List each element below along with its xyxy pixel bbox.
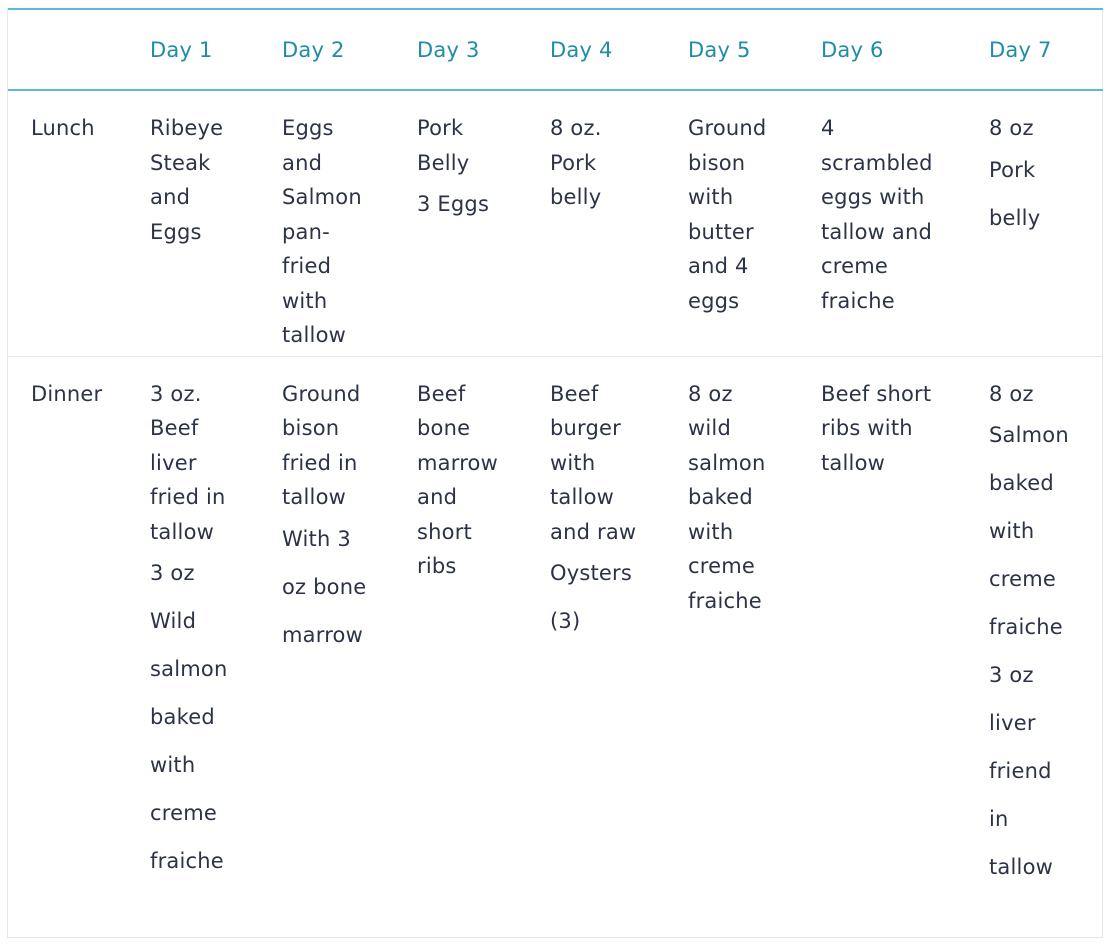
cell-text-line: With 3: [282, 526, 351, 551]
cell-text-line: Pork: [989, 157, 1036, 182]
cell-text-line: marrow: [282, 622, 363, 647]
dinner-day-3-cell: [417, 356, 550, 935]
cell-text-line: Beef short: [821, 381, 932, 406]
dinner-day-4-cell: [550, 356, 688, 935]
dinner-day-7-cell: [989, 356, 1103, 935]
cell-text-line: Beef: [417, 381, 466, 406]
lunch-day-3-cell: [417, 90, 550, 356]
cell-text-line: 3 oz: [989, 663, 1034, 687]
cell-text-line: fraiche: [989, 615, 1063, 639]
cell-text-line: Oysters: [550, 561, 633, 585]
cell-text-line: butter: [688, 219, 754, 244]
cell-text-line: scrambled: [821, 150, 933, 175]
cell-text-line: and raw: [550, 519, 637, 544]
cell-text-line: creme: [821, 254, 889, 278]
cell-text-line: tallow: [282, 323, 346, 347]
cell-text-line: Ground: [688, 116, 767, 140]
cell-text-line: with: [688, 519, 734, 544]
cell-text-line: with: [550, 450, 596, 475]
cell-text-line: bison: [282, 416, 340, 440]
cell-text-line: 3 oz.: [150, 381, 202, 406]
cell-text-line: marrow: [417, 450, 498, 475]
cell-text-line: fried in: [282, 450, 358, 475]
day-6-header: Day 6: [821, 9, 989, 90]
dinner-day-6-cell: [821, 356, 989, 935]
cell-text-line: Steak: [150, 150, 211, 175]
cell-text-line: salmon: [688, 450, 766, 475]
cell-text-line: Ribeye: [150, 116, 224, 140]
cell-text-line: belly: [989, 205, 1041, 230]
cell-text-line: tallow: [821, 450, 885, 475]
cell-text-line: eggs: [688, 288, 740, 313]
cell-text-line: 3 oz: [150, 561, 195, 585]
cell-text-line: burger: [550, 416, 621, 440]
cell-text-line: ribs with: [821, 416, 913, 440]
cell-text-line: and: [150, 185, 191, 209]
cell-text-line: bison: [688, 150, 746, 175]
dinner-day-2-cell: [282, 356, 417, 935]
cell-text-line: fried in: [150, 485, 226, 509]
cell-text-line: with: [150, 753, 196, 777]
cell-text-line: creme: [150, 801, 218, 825]
cell-text-line: creme: [688, 554, 756, 578]
cell-text-line: tallow: [989, 855, 1053, 879]
cell-text-line: Ground: [282, 381, 361, 406]
row-label-lunch: Lunch: [8, 90, 150, 356]
cell-text-line: with: [282, 288, 328, 313]
cell-text-line: pan-: [282, 219, 330, 244]
cell-text-line: short: [417, 519, 472, 544]
cell-text-line: Wild: [150, 609, 197, 633]
cell-text-line: eggs with: [821, 185, 925, 209]
cell-text-line: Eggs: [282, 116, 334, 140]
cell-text-line: Pork: [417, 116, 464, 140]
day-7-header: Day 7: [989, 9, 1103, 90]
cell-text-line: 4: [821, 116, 835, 140]
cell-text-line: in: [989, 807, 1009, 831]
cell-text-line: Salmon: [282, 185, 362, 209]
corner-header: [8, 9, 150, 90]
lunch-row: [8, 90, 1103, 356]
day-1-header: Day 1: [150, 9, 282, 90]
cell-text-line: 8 oz.: [550, 116, 602, 140]
cell-text-line: fraiche: [688, 588, 762, 613]
row-label-dinner: Dinner: [31, 381, 103, 406]
cell-text-line: bone: [417, 416, 471, 440]
cell-text-line: fraiche: [150, 849, 224, 873]
cell-text-line: tallow: [282, 485, 346, 509]
cell-text-line: and: [417, 485, 458, 509]
cell-text-line: Pork: [550, 150, 597, 175]
meal-plan-container: [7, 8, 1103, 938]
lunch-day-4-cell: [550, 90, 688, 356]
cell-text-line: baked: [989, 471, 1054, 495]
cell-text-line: Beef: [150, 416, 199, 440]
cell-text-line: Belly: [417, 150, 470, 175]
cell-text-line: 3 Eggs: [417, 192, 490, 216]
cell-text-line: baked: [688, 485, 753, 509]
dinner-day-5-cell: [688, 356, 821, 935]
lunch-day-6-cell: [821, 90, 989, 356]
cell-text-line: fried: [282, 254, 332, 278]
cell-text-line: salmon: [150, 657, 228, 681]
cell-text-line: Beef: [550, 381, 599, 406]
day-3-header: Day 3: [417, 9, 550, 90]
lunch-day-2-cell: [282, 90, 417, 356]
day-4-header: Day 4: [550, 9, 688, 90]
cell-text-line: with: [989, 519, 1035, 543]
cell-text-line: friend: [989, 759, 1052, 783]
day-5-header: Day 5: [688, 9, 821, 90]
dinner-row: [8, 356, 1103, 935]
day-2-header: Day 2: [282, 9, 417, 90]
header-row: [8, 9, 1103, 90]
cell-text-line: tallow and: [821, 219, 932, 244]
cell-text-line: with: [688, 185, 734, 209]
cell-text-line: (3): [550, 609, 581, 633]
cell-text-line: oz bone: [282, 574, 367, 599]
cell-text-line: creme: [989, 567, 1057, 591]
dinner-day-1-cell: [150, 356, 282, 935]
lunch-day-5-cell: [688, 90, 821, 356]
cell-text-line: ribs: [417, 554, 457, 578]
cell-text-line: 8 oz: [989, 116, 1034, 140]
cell-text-line: tallow: [550, 485, 614, 509]
cell-text-line: fraiche: [821, 288, 895, 313]
lunch-day-7-cell: [989, 90, 1103, 356]
cell-text-line: 8 oz: [688, 381, 733, 406]
cell-text-line: wild: [688, 416, 731, 440]
cell-text-line: and: [282, 150, 323, 175]
cell-text-line: liver: [150, 450, 197, 475]
cell-text-line: 8 oz: [989, 381, 1034, 406]
cell-text-line: liver: [989, 711, 1036, 735]
meal-plan-table: [8, 8, 1103, 935]
cell-text-line: tallow: [150, 519, 214, 544]
cell-text-line: Eggs: [150, 219, 202, 244]
cell-text-line: Salmon: [989, 423, 1069, 447]
cell-text-line: belly: [550, 185, 602, 209]
lunch-day-1-cell: [150, 90, 282, 356]
cell-text-line: and 4: [688, 254, 749, 278]
cell-text-line: baked: [150, 705, 215, 729]
